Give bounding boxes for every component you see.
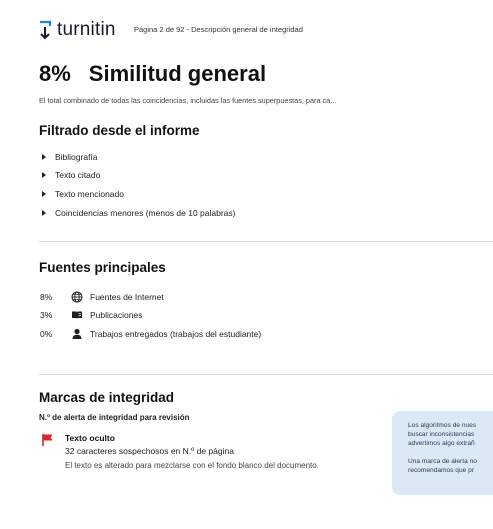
list-item: [42, 208, 235, 218]
filter-label: Texto citado: [55, 170, 101, 180]
list-item: [42, 189, 124, 199]
similarity-title: Similitud general: [88, 61, 267, 86]
source-row-publications: [40, 309, 142, 321]
callout-line: Los algoritmos de nues: [408, 422, 477, 429]
page-info: Página 2 de 92 - Descripción general de integridad: [134, 25, 303, 34]
divider: [39, 241, 493, 242]
globe-icon: [71, 291, 83, 303]
summary-subtitle: El total combinado de todas las coincidencias, incluidas las fuentes superpuestas, para ca...: [39, 96, 337, 105]
callout-line: Una marca de alerta no: [408, 458, 477, 465]
alert-description: El texto es alterado para mezclarse con el fondo blanco del documento.: [65, 461, 319, 470]
source-percent: 0%: [40, 329, 53, 339]
info-callout: [392, 411, 493, 495]
callout-line: recomendamos que pr: [408, 467, 474, 474]
source-label: Publicaciones: [90, 310, 143, 320]
sources-heading: Fuentes principales: [39, 260, 166, 275]
page-title: [39, 61, 266, 87]
alert-title: Texto oculto: [65, 433, 115, 443]
source-row-submissions: [40, 328, 261, 340]
filters-heading: Filtrado desde el informe: [39, 123, 200, 138]
person-icon: [71, 328, 83, 340]
integrity-heading: Marcas de integridad: [39, 390, 175, 405]
book-icon: [71, 309, 83, 321]
source-percent: 3%: [40, 310, 53, 320]
integrity-subtitle: N.º de alerta de integridad para revisión: [39, 413, 190, 422]
bullet-triangle-icon: [42, 172, 46, 178]
similarity-percent: 8%: [39, 61, 71, 86]
source-label: Fuentes de Internet: [90, 292, 164, 302]
bullet-triangle-icon: [42, 191, 46, 197]
filter-label: Coincidencias menores (menos de 10 palabras): [55, 208, 236, 218]
filter-label: Bibliografía: [55, 152, 98, 162]
source-row-internet: [40, 291, 164, 303]
alert-count: 32 caracteres sospechosos en N.º de página: [65, 446, 234, 456]
divider: [39, 374, 493, 375]
callout-line: buscar inconsistencias: [408, 431, 475, 438]
list-item: [42, 152, 98, 162]
bullet-triangle-icon: [42, 154, 46, 160]
turnitin-logo-icon: [37, 20, 53, 40]
list-item: [42, 170, 100, 180]
callout-line: advertimos algo extrañ: [408, 440, 475, 447]
turnitin-logo: [37, 19, 116, 41]
logo-text: turnitin: [57, 19, 116, 40]
source-percent: 8%: [40, 292, 53, 302]
flag-icon: [41, 433, 55, 452]
bullet-triangle-icon: [42, 210, 46, 216]
filter-label: Texto mencionado: [55, 189, 124, 199]
source-label: Trabajos entregados (trabajos del estudiante): [90, 329, 262, 339]
